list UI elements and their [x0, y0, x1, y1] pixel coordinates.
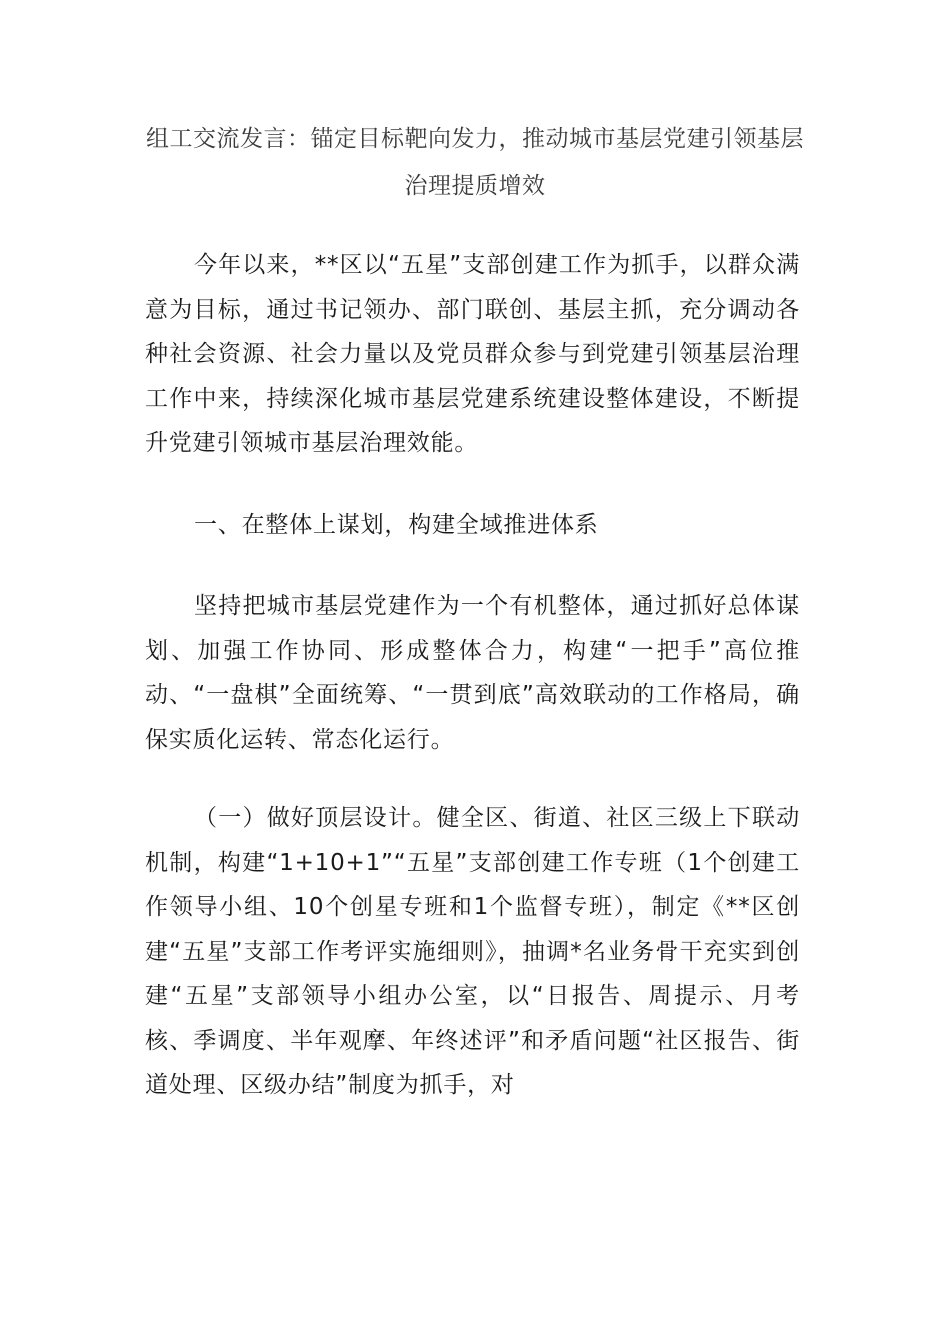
- section-heading: 一、在整体上谋划，构建全域推进体系: [194, 512, 599, 538]
- intro-paragraph: 今年以来，**区以“五星”支部创建工作为抓手，以群众满意为目标，通过书记领办、部门联创、基层主抓，充分调动各种社会资源、社会力量以及党员群众参与到党建引领基层治理工作中来，持续深化城市基层党建系统建设整体建设，不断提升党建引领城市基层治理效能。: [145, 252, 800, 456]
- section-paragraph: 坚持把城市基层党建作为一个有机整体，通过抓好总体谋划、加强工作协同、形成整体合力，构建“一把手”高位推动、“一盘棋”全面统筹、“一贯到底”高效联动的工作格局，确保实质化运转、常态化运行。: [145, 593, 800, 753]
- subsection-paragraph: （一）做好顶层设计。健全区、街道、社区三级上下联动机制，构建“1+10+1”“五星”支部创建工作专班（1个创建工作领导小组、10个创星专班和1个监督专班），制定《**区创建“五星”支部工作考评实施细则》，抽调*名业务骨干充实到创建“五星”支部领导小组办公室，以“日报告、周提示、月考核、季调度、半年观摩、年终述评”和矛盾问题“社区报告、街道处理、区级办结”制度为抓手，对: [145, 805, 800, 1098]
- document-title: 组工交流发言：锚定目标靶向发力，推动城市基层党建引领基层治理提质增效: [146, 126, 804, 199]
